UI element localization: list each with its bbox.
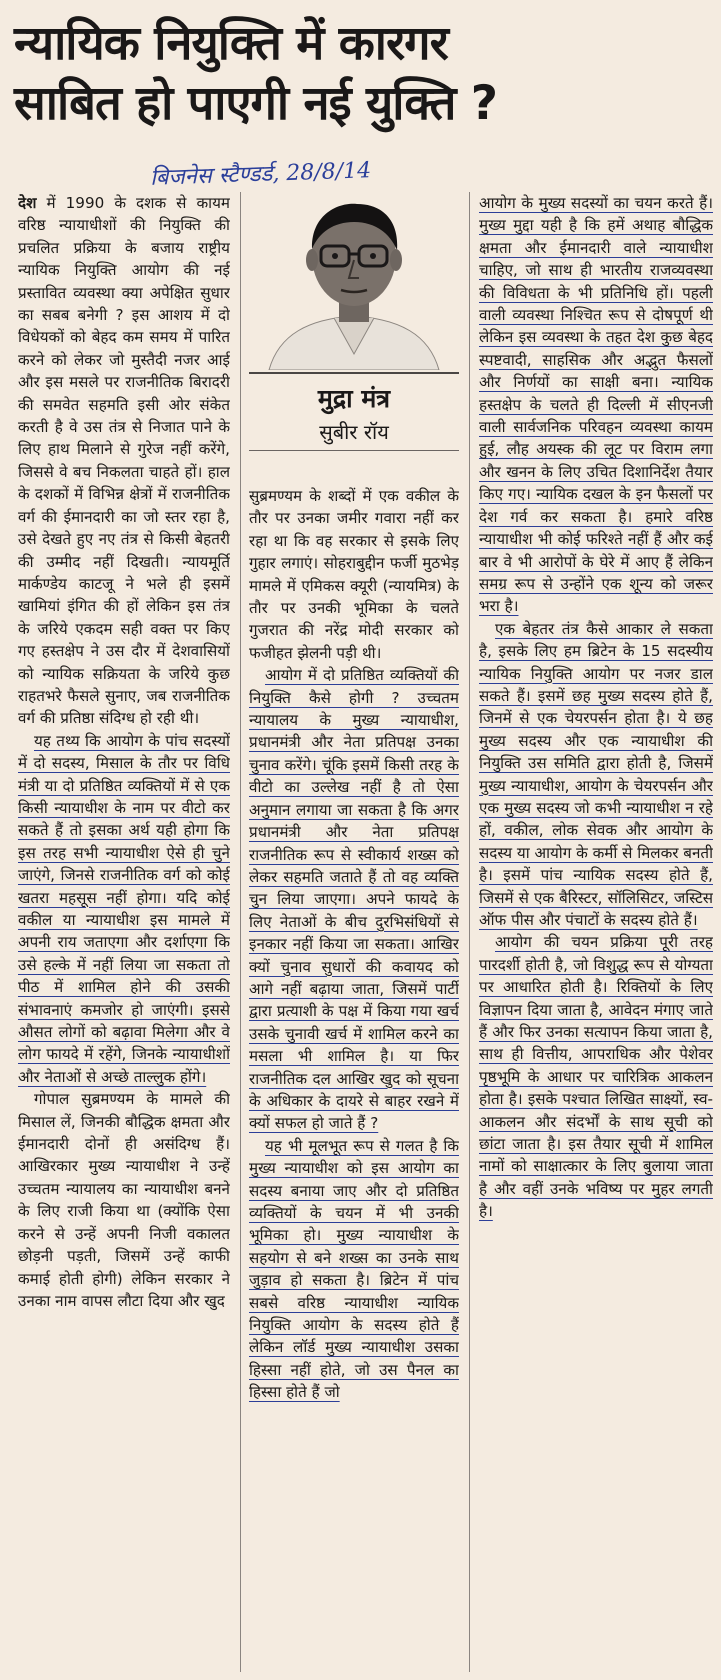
column-kicker: मुद्रा मंत्र xyxy=(317,384,391,413)
article-column-3 xyxy=(479,192,713,1672)
author-photo xyxy=(249,194,459,370)
article-column-1 xyxy=(18,192,230,1672)
author-portrait-image xyxy=(249,194,459,370)
column-divider-1 xyxy=(240,192,241,1672)
byline-divider xyxy=(249,450,459,451)
column-3-paragraph-1: आयोग के मुख्य सदस्यों का चयन करते हैं। मुख्य मुद्दा यही है कि हमें अथाह बौद्धिक क्षमता और ईमानदारी वाले न्यायाधीश चाहिए, जो साथ ही भारतीय राजव्यवस्था की विविधता के भी प्रतिनिधि हों। पहली वाली व्यवस्था निश्चित रूप से दोषपूर्ण थी लेकिन इस व्यवस्था के तहत देश कुछ बेहद स्पष्टवादी, साहसिक और अद्भुत फैसलों और निर्णयों का साक्षी बना। न्यायिक हस्तक्षेप के चलते ही दिल्ली में सीएनजी वाली सार्वजनिक परिवहन व्यवस्था कायम हुई, लौह अयस्क की लूट पर विराम लगा और खनन के लिए उचित दिशानिर्देश तैयार किए गए। न्यायिक दखल के इन फैसलों पर देश गर्व कर सकता है। हमारे वरिष्ठ न्यायाधीश भी कोई फरिश्ते नहीं हैं और कई बार वे भी आरोपों के घेरे में आए हैं लेकिन समग्र रूप से उन्होंने एक शून्य को जरूर भरा है। xyxy=(479,194,713,616)
headline-line-2: साबित हो पाएगी नई युक्ति ? xyxy=(14,76,498,131)
column-1-paragraph-1: देश में 1990 के दशक से कायम वरिष्ठ न्यायाधीशों की नियुक्ति की प्रचलित प्रक्रिया के बजाय राष्ट्रीय न्यायिक नियुक्ति आयोग की नई प्रस्तावित व्यवस्था क्या अपेक्षित सुधार का सबब बनेगी ? इस आशय में दो विधेयकों को बेहद कम समय में पारित करने को लेकर जो मुस्तैदी नजर आई और इस मसले पर राजनीतिक बिरादरी की समवेत सहमति इसी ओर संकेत करती है वे उस तंत्र से निजात पाने के लिए हाथ मिलाने से गुरेज नहीं करेंगे, जिससे वे बच निकलता चाहते हों। हाल के दशकों में विभिन्न क्षेत्रों में राजनीतिक वर्ग की ईमानदारी का जो स्तर रहा है, उसे देखते हुए नए तंत्र से किसी बेहतरी की उम्मीद नहीं दिखती। न्यायमूर्ति मार्कण्डेय काटजू ने भले ही इसमें खामियां इंगित की हों लेकिन इस तंत्र के जरिये एकदम सही वक्त पर किए गए हस्तक्षेप ने उस दौर में देशवासियों को न्यायिक सक्रियता के जरिये कुछ राहतभरे फैसले सुनाए, जब राजनीतिक वर्ग की प्रतिष्ठा संदिग्ध हो रही थी। xyxy=(18,194,230,728)
article-column-2 xyxy=(249,485,459,1675)
column-divider-2 xyxy=(469,192,470,1672)
column-3-paragraph-2: एक बेहतर तंत्र कैसे आकार ले सकता है, इसके लिए हम ब्रिटेन के 15 सदस्यीय न्यायिक नियुक्ति आयोग पर नजर डाल सकते हैं। इसमें छह मुख्य सदस्य होते हैं, जिनमें से एक चेयरपर्सन होता है। ये छह मुख्य सदस्य और एक न्यायाधीश की नियुक्ति उस समिति द्वारा होती है, जिसमें मुख्य न्यायाधीश, आयोग के चेयरपर्सन और एक मुख्य सदस्य जो कभी न्यायाधीश न रहे हों, वकील, लोक सेवक और आयोग के सदस्य या आयोग के कर्मी से मिलकर बनती है। इसमें पांच न्यायिक सदस्य होते हैं, जिसमें से एक बैरिस्टर, सॉलिसिटर, जस्टिस ऑफ पीस और पंचाटों के सदस्य होते हैं। xyxy=(479,619,713,929)
author-byline: सुबीर रॉय xyxy=(319,420,389,444)
column-2-paragraph-3: यह भी मूलभूत रूप से गलत है कि मुख्य न्यायाधीश को इस आयोग का सदस्य बनाया जाए और दो प्रतिष्ठित व्यक्तियों के चयन में भी उनकी भूमिका हो। मुख्य न्यायाधीश के सहयोग से बने शख्स का उनके साथ जुड़ाव हो सकता है। ब्रिटेन में पांच सबसे वरिष्ठ न्यायाधीश न्यायिक नियुक्ति आयोग के सदस्य होते हैं लेकिन लॉर्ड मुख्य न्यायाधीश उसका हिस्सा नहीं होते, जो उस पैनल का हिस्सा होते हैं जो xyxy=(249,1136,459,1402)
headline-line-1: न्यायिक नियुक्ति में कारगर xyxy=(14,16,448,71)
column-3-paragraph-3: आयोग की चयन प्रक्रिया पूरी तरह पारदर्शी होती है, जो विशुद्ध रूप से योग्यता पर आधारित होती है। रिक्तियों के लिए विज्ञापन दिया जाता है, आवेदन मंगाए जाते हैं और फिर उनका सत्यापन किया जाता है, साथ ही वित्तीय, आपराधिक और पेशेवर पृष्ठभूमि के आधार पर चारित्रिक आकलन होता है। इसके पश्चात लिखित साक्ष्यों, स्व-आकलन और संदर्भों के साथ सूची को छांटा जाता है। इस तैयार सूची में शामिल नामों को साक्षात्कार के लिए बुलाया जाता है और वहीं उनके भविष्य पर मुहर लगती है। xyxy=(479,933,713,1221)
headline xyxy=(14,14,714,134)
column-2-paragraph-1: सुब्रमण्यम के शब्दों में एक वकील के तौर पर उनका जमीर गवारा नहीं कर रहा था कि वह सरकार से इसके लिए गुहार लगाएं। सोहराबुद्दीन फर्जी मुठभेड़ मामले में एमिकस क्यूरी (न्यायमित्र) के तौर पर उनकी भूमिका के चलते गुजरात की नरेंद्र मोदी सरकार को फजीहत झेलनी पड़ी थी। xyxy=(249,487,459,662)
photo-divider xyxy=(249,372,459,374)
column-1-paragraph-3: गोपाल सुब्रमण्यम के मामले की मिसाल लें, जिनकी बौद्धिक क्षमता और ईमानदारी दोनों ही असंदिग्ध हैं। आखिरकार मुख्य न्यायाधीश ने उन्हें उच्चतम न्यायालय का न्यायाधीश बनने के लिए राजी किया था (क्योंकि ऐसा करने से उन्हें अपनी निजी वकालत छोड़नी पड़ती, जिसमें उन्हें काफी कमाई होती होगी) लेकिन सरकार ने उनका नाम वापस लौटा दिया और खुद xyxy=(18,1090,230,1310)
column-2-paragraph-2: आयोग में दो प्रतिष्ठित व्यक्तियों की नियुक्ति कैसे होगी ? उच्चतम न्यायालय के मुख्य न्यायाधीश, प्रधानमंत्री और नेता प्रतिपक्ष उनका चुनाव करेंगे। चूंकि इसमें किसी तरह के वीटो का उल्लेख नहीं है तो ऐसा अनुमान लगाया जा सकता है कि अगर प्रधानमंत्री और नेता प्रतिपक्ष राजनीतिक रूप से स्वीकार्य शख्स को लेकर सहमति जताते हैं तो वह व्यक्ति चुन लिया जाएगा। अपने फायदे के लिए नेताओं के बीच दुरभिसंधियों से इनकार नहीं किया जा सकता। आखिर क्यों चुनाव सुधारों की कवायद को आगे नहीं बढ़ाया जाता, जिसमें पार्टी द्वारा प्रत्याशी के पक्ष में किया गया खर्च उसके चुनावी खर्च में शामिल करने का मसला भी शामिल है। या फिर राजनीतिक दल आखिर खुद को सूचना के अधिकार के दायरे से बाहर रखने में क्यों सफल हो जाते हैं ? xyxy=(249,666,459,1133)
lead-word: देश xyxy=(18,194,37,212)
column-1-paragraph-2: यह तथ्य कि आयोग के पांच सदस्यों में दो सदस्य, मिसाल के तौर पर विधि मंत्री या दो प्रतिष्ठित व्यक्तियों में से एक किसी न्यायाधीश के नाम पर वीटो कर सकते हैं तो इसका अर्थ यही होगा कि इस तरह सभी न्यायाधीश ऐसे ही चुने जाएंगे, जिनसे राजनीतिक वर्ग को कोई खतरा महसूस नहीं होगा। यदि कोई वकील या न्यायाधीश इस मामले में अपनी राय जताएगा और दर्शाएगा कि उसे हल्के में नहीं लिया जा सकता तो पीठ में शामिल होने की उसकी संभावनाएं कमजोर हो जाएंगी। इससे औसत लोगों को बढ़ावा मिलेगा और वे लोग फायदे में रहेंगे, जिनके न्यायाधीशों और नेताओं से अच्छे ताल्लुक होंगे। xyxy=(18,731,230,1086)
handwritten-source-note: बिजनेस स्टैण्डर्ड, 28/8/14 xyxy=(149,158,372,191)
